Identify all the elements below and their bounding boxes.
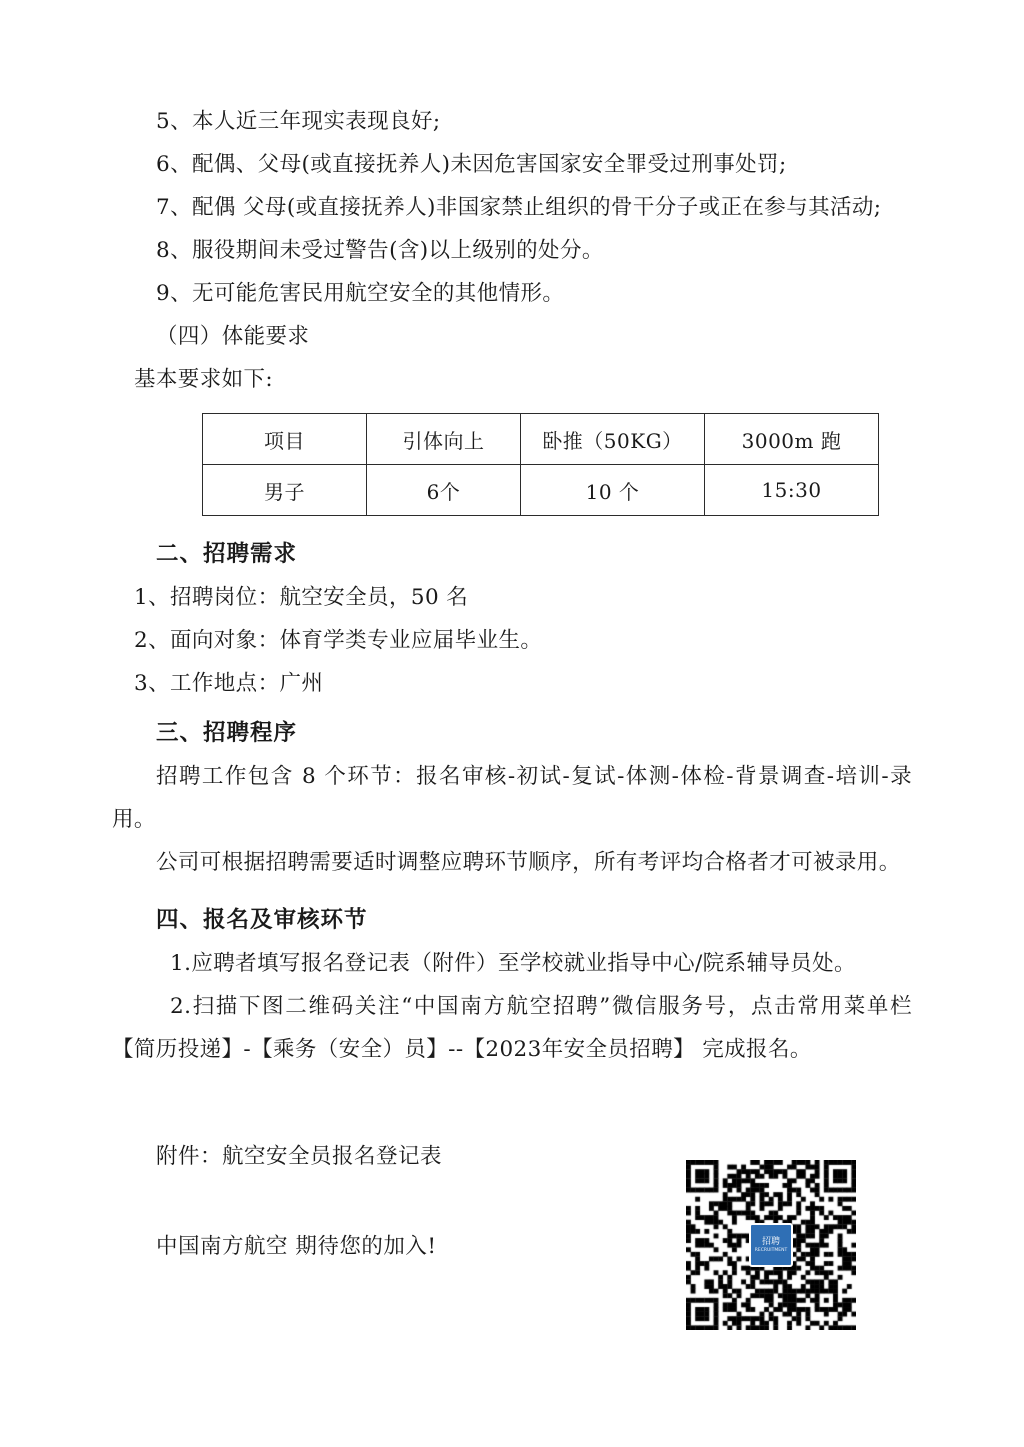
condition-item-5: 5、本人近三年现实表现良好; <box>156 109 441 134</box>
table-header-cell: 引体向上 <box>367 414 521 465</box>
recruitment-location: 3、工作地点：广州 <box>134 671 324 696</box>
section-heading-four: 四、报名及审核环节 <box>156 907 368 933</box>
table-cell: 6个 <box>367 465 521 516</box>
table-cell: 10 个 <box>521 465 705 516</box>
document-content <box>112 100 912 1267</box>
qr-code-area <box>686 1160 856 1330</box>
fitness-subsection-title: （四）体能要求 <box>156 324 310 349</box>
table-cell: 男子 <box>203 465 367 516</box>
fitness-requirements-table <box>202 413 879 516</box>
table-row <box>203 414 879 465</box>
condition-item-8: 8、服役期间未受过警告(含)以上级别的处分。 <box>156 238 604 263</box>
table-cell: 15:30 <box>705 465 879 516</box>
recruitment-position: 1、招聘岗位：航空安全员，50 名 <box>134 585 469 610</box>
qr-logo-text: 招聘 <box>761 1236 780 1247</box>
section-heading-two: 二、招聘需求 <box>156 541 298 567</box>
fitness-intro: 基本要求如下: <box>134 367 274 392</box>
recruitment-target: 2、面向对象：体育学类专业应届毕业生。 <box>134 628 543 653</box>
qr-logo-subtext: RECRUITMENT <box>754 1247 788 1253</box>
qr-code-logo <box>749 1223 793 1267</box>
application-step-1: 1.应聘者填写报名登记表（附件）至学校就业指导中心/院系辅导员处。 <box>170 951 856 976</box>
table-header-cell: 3000m 跑 <box>705 414 879 465</box>
application-step-2: 2.扫描下图二维码关注“中国南方航空招聘”微信服务号，点击常用菜单栏【简历投递】-【乘务（安全）员】--【2023年安全员招聘】 完成报名。 <box>112 994 912 1062</box>
section-heading-three: 三、招聘程序 <box>156 720 298 746</box>
condition-item-6: 6、配偶、父母(或直接抚养人)未因危害国家安全罪受过刑事处罚; <box>156 152 787 177</box>
attachment-note: 附件：航空安全员报名登记表 <box>156 1144 443 1169</box>
procedure-paragraph-2: 公司可根据招聘需要适时调整应聘环节顺序，所有考评均合格者才可被录用。 <box>156 850 901 875</box>
table-header-cell: 卧推（50KG） <box>521 414 705 465</box>
closing-line: 中国南方航空 期待您的加入! <box>156 1234 437 1259</box>
condition-item-9: 9、无可能危害民用航空安全的其他情形。 <box>156 281 565 306</box>
procedure-paragraph-1: 招聘工作包含 8 个环节：报名审核-初试-复试-体测-体检-背景调查-培训-录用。 <box>112 764 912 832</box>
table-row <box>203 465 879 516</box>
condition-item-7: 7、配偶 父母(或直接抚养人)非国家禁止组织的骨干分子或正在参与其活动; <box>156 195 882 220</box>
table-header-cell: 项目 <box>203 414 367 465</box>
qr-code-image <box>686 1160 856 1330</box>
